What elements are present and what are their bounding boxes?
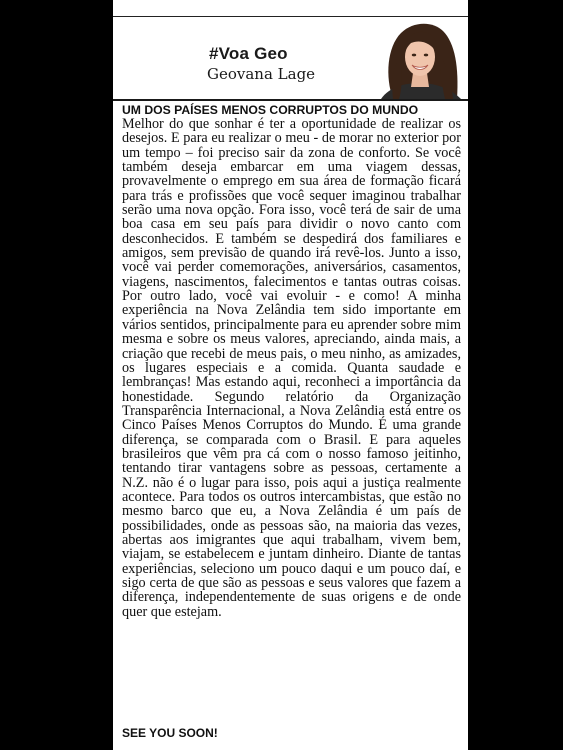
article-signoff: SEE YOU SOON! [122, 726, 218, 740]
article-body: Melhor do que sonhar é ter a oportunidade de realizar os desejos. E para eu realizar o meu - de morar no exterior por um tempo – foi preciso sair da zona de conforto. Se você também deseja embarcar em uma viagem dessas, provavelmente o emprego em sua área de formação ficará para trás e profissões que você sequer imaginou trabalhar serão uma nova opção. Fora isso, você terá de sair de uma boa casa em seu país para dividir o novo canto com desconhecidos. E também se despedirá dos familiares e amigos, sem previsão de quando irá revê-los. Junto a isso, você vai perder comemorações, aniversários, casamentos, viagens, nascimentos, falecimentos e tantas outras coisas. Por outro lado, você vai evoluir - e como! A minha experiência na Nova Zelândia tem sido importante em vários sentidos, principalmente para eu aprender sobre mim mesma e sobre os meus valores, apreciando, ainda mais, a criação que recebi de meus pais, o meu ninho, as amizades, os lugares especiais e a comida. Quanta saudade e lembranças! Mas estando aqui, reconheci a importância da honestidade. Segundo relatório da Organização Transparência Internacional, a Nova Zelândia está entre os Cinco Países Menos Corruptos do Mundo. É uma grande diferença, se comparada com o Brasil. E para aqueles brasileiros que vêm pra cá com o nosso famoso jeitinho, tentando tirar vantagens sobre as pessoas, certamente a N.Z. não é o lugar para isso, pois aqui a justiça realmente acontece. Para todos os outros intercambistas, que estão no mesmo barco que eu, a Nova Zelândia é um país de possibilidades, onde as pessoas são, na maioria das vezes, abertas aos imigrantes que aqui trabalham, vivem bem, viajam, se estabelecem e juntam dinheiro. Diante de tantas experiências, seleciono um pouco daqui e um pouco daí, e sigo certa de que são as pessoas e seus valores que fazem a diferença, independentemente de suas origens e de onde quer que estejam. [122, 116, 461, 620]
column-header [113, 17, 468, 99]
column-tag: #Voa Geo [209, 44, 288, 63]
newspaper-column [113, 0, 468, 750]
author-name: Geovana Lage [207, 65, 316, 83]
header-divider [113, 99, 468, 101]
article [122, 104, 461, 619]
author-photo [371, 17, 468, 99]
article-headline: UM DOS PAÍSES MENOS CORRUPTOS DO MUNDO [122, 103, 419, 117]
